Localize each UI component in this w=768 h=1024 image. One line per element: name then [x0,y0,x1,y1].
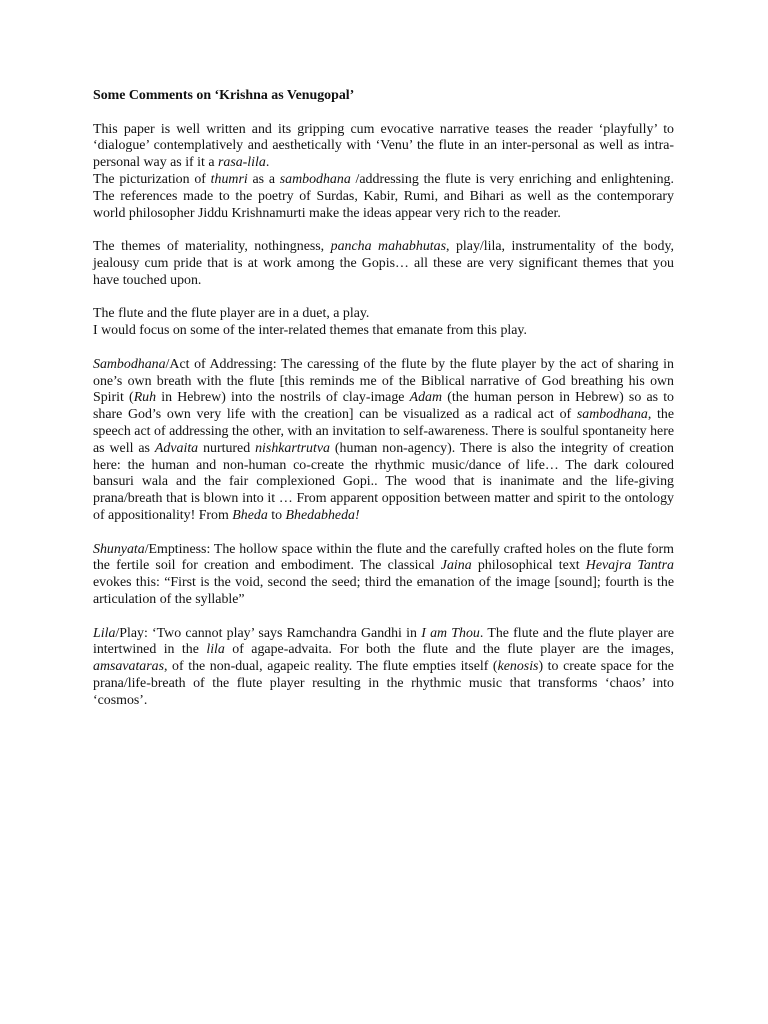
text-run: evokes this: “First is the void, second the seed; third the emanation of the image [sound]; fourth is the articulation of the syllable” [93,575,674,607]
paragraph-gap [93,222,674,239]
paragraph-lila [93,626,674,710]
italic-text-run: Ruh [133,390,157,406]
text-run: as a [247,171,280,187]
text-run: . [265,155,270,171]
paragraph-focus-line: I would focus on some of the inter-related themes that emanate from this play. [93,323,527,339]
italic-text-run: I am Thou [421,625,480,641]
italic-text-run: thumri [210,171,248,187]
italic-text-run: nishkartrutva [255,440,330,456]
text-run: /addressing the flute is very enriching and enlightening. The references made to the poetry of Surdas, Kabir, Rumi, and Bihari as well as the contemporary world philosopher Jiddu Krishnamurti make the ideas appear very rich to the reader. [93,171,674,221]
italic-text-run: Adam [409,390,443,406]
text-run: , play/lila, instrumentality of the body, jealousy cum pride that is at work among the Gopis… all these are very significant themes that you have touched upon. [93,239,675,288]
text-run: , of the non-dual, agapeic reality. The flute empties itself ( [164,659,498,675]
italic-text-run: Bhedabheda! [285,507,360,523]
italic-text-run: kenosis [497,659,539,675]
italic-text-run: lila [206,642,225,658]
paragraph-gap [93,340,674,357]
text-run: philosophical text [471,558,586,574]
text-run: (the human person in Hebrew) so as to share God’s own very life with the creation] can be visualized as a radical act of [93,390,674,423]
paragraph-intro [93,122,674,172]
paragraph-gap [93,290,674,307]
text-run: The themes of materiality, nothingness, [93,239,331,255]
paragraph-picturization [93,172,674,222]
text-run: (human non-agency). There is also the integrity of creation here: the human and non-human co-create the rhythmic music/dance of life… The dark coloured bansuri wala and the fair complexioned Gopi.. The wood that is inanimate and the life-giving prana/breath that is blown into it … From apparent opposition between matter and spirit to the ontology of appositionality! From [93,440,674,523]
italic-text-run: Sambodhana [93,356,166,372]
italic-text-run: Bheda [232,507,268,523]
paragraph-duet-line: The flute and the flute player are in a duet, a play. [93,306,370,322]
paragraph-gap [93,609,674,626]
text-run: /Play: ‘Two cannot play’ says Ramchandra Gandhi in [115,625,422,641]
paragraph-gap [93,525,674,542]
document-page [93,88,674,709]
document-title: Some Comments on ‘Krishna as Venugopal’ [93,88,355,103]
paragraph-sambodhana [93,357,674,525]
text-run: in Hebrew) into the nostrils of clay-image [156,390,410,406]
paragraph-shunyata [93,542,674,609]
italic-text-run: amsavataras [93,659,164,675]
italic-text-run: Jaina [440,558,472,574]
italic-text-run: sambodhana [279,171,351,187]
italic-text-run: Shunyata [93,541,145,557]
text-run: The picturization of [93,171,211,187]
italic-text-run: Hevajra Tantra [585,558,674,574]
paragraph-themes [93,239,674,289]
text-run: . The flute and the flute player are intertwined in the [93,625,674,658]
text-run: of agape-advaita. For both the flute and the flute player are the images, [224,642,674,658]
text-run: /Emptiness: The hollow space within the flute and the carefully crafted holes on the flute form the fertile soil for creation and embodiment. The classical [93,541,674,574]
text-run: ) to create space for the prana/life-breath of the flute player resulting in the rhythmic music that transforms ‘chaos’ into ‘cosmos’. [93,659,674,708]
italic-text-run: Lila [93,625,116,641]
text-run: This paper is well written and its gripping cum evocative narrative teases the reader ‘playfully’ to ‘dialogue’ contemplatively and aesthetically with ‘Venu’ the flute in an inter-personal as well as intra-personal way as if it a [93,121,674,171]
italic-text-run: pancha mahabhutas [330,239,446,255]
text-run: nurtured [198,440,256,456]
text-run: /Act of Addressing: The caressing of the flute by the flute player by the act of sharing in one’s own breath with the flute [this reminds me of the Biblical narrative of God breathing his own Spirit ( [93,356,674,406]
italic-text-run: Advaita [154,440,199,456]
italic-text-run: rasa-lila [217,155,266,171]
text-run: to [267,507,286,523]
italic-text-run: sambodhana [576,407,648,423]
text-run: , the speech act of addressing the other, with an invitation to self-awareness. There is soulful spontaneity here as well as [93,407,674,456]
